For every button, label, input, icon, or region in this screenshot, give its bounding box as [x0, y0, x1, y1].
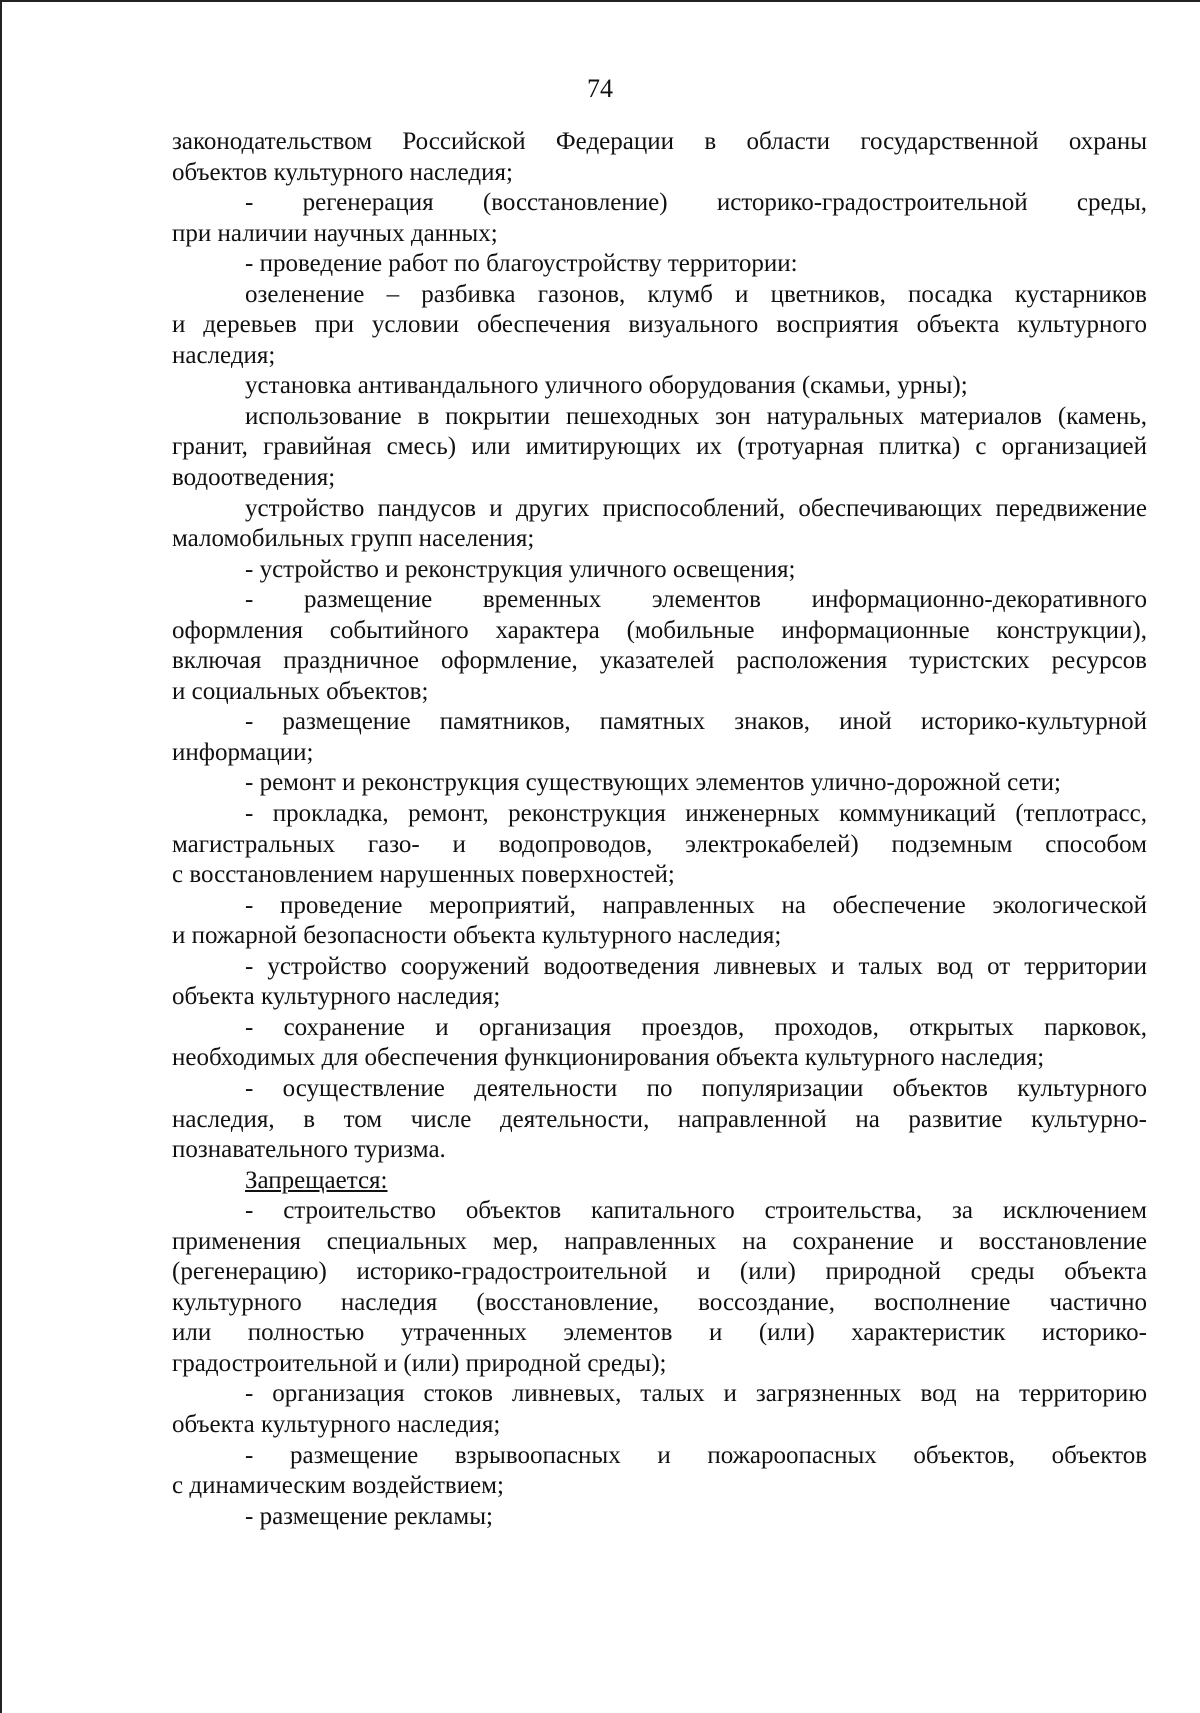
text-line-content: установка антивандального уличного оборудования (скамьи, урны);	[245, 372, 968, 400]
text-line-content: включая праздничное оформление, указателей расположения туристских ресурсов	[172, 647, 1147, 675]
text-line-content: - проведение мероприятий, направленных на обеспечение экологической	[245, 891, 1147, 919]
text-line	[172, 1349, 1147, 1380]
text-line	[172, 768, 1147, 799]
text-line	[172, 952, 1147, 983]
text-line-content: - строительство объектов капитального строительства, за исключением	[245, 1197, 1147, 1225]
text-line-content: и пожарной безопасности объекта культурного наследия;	[172, 922, 782, 950]
text-line	[172, 494, 1147, 525]
text-line	[172, 707, 1147, 738]
text-line-content: объекта культурного наследия;	[172, 1410, 501, 1438]
text-line-content: познавательного туризма.	[172, 1136, 446, 1164]
text-line	[172, 921, 1147, 952]
text-line-content: объекта культурного наследия;	[172, 983, 501, 1011]
text-line-content: - сохранение и организация проездов, проходов, открытых парковок,	[245, 1013, 1147, 1041]
text-line	[172, 1502, 1147, 1533]
text-line	[172, 402, 1147, 433]
text-line	[172, 1257, 1147, 1288]
text-line-content: магистральных газо- и водопроводов, электрокабелей) подземным способом	[172, 830, 1147, 858]
text-line	[172, 463, 1147, 494]
text-line-content: градостроительной и (или) природной среды);	[172, 1349, 667, 1377]
text-line-content: информации;	[172, 738, 314, 766]
text-line-content: - размещение временных элементов информационно-декоративного	[245, 586, 1147, 614]
text-line	[172, 127, 1147, 158]
text-line-content: или полностью утраченных элементов и (или) характеристик историко-	[172, 1319, 1147, 1347]
text-line	[172, 341, 1147, 372]
text-line	[172, 524, 1147, 555]
text-line	[172, 1379, 1147, 1410]
text-line-content: и деревьев при условии обеспечения визуального восприятия объекта культурного	[172, 311, 1147, 339]
text-line-content: использование в покрытии пешеходных зон натуральных материалов (камень,	[245, 402, 1147, 430]
text-line-content: - прокладка, ремонт, реконструкция инженерных коммуникаций (теплотрасс,	[245, 800, 1147, 828]
text-line-content: - размещение рекламы;	[245, 1502, 493, 1530]
text-line	[172, 1135, 1147, 1166]
text-line	[172, 1196, 1147, 1227]
text-line-content: - проведение работ по благоустройству территории:	[245, 250, 798, 278]
text-line-content: оформления событийного характера (мобильные информационные конструкции),	[172, 616, 1147, 644]
text-line-content: устройство пандусов и других приспособлений, обеспечивающих передвижение	[245, 494, 1147, 522]
text-line-content: культурного наследия (восстановление, воссоздание, восполнение частично	[172, 1288, 1147, 1316]
text-line	[172, 738, 1147, 769]
scan-border-left	[0, 0, 2, 1713]
text-line-content: озеленение – разбивка газонов, клумб и цветников, посадка кустарников	[245, 280, 1147, 308]
text-line-content: (регенерацию) историко-градостроительной и (или) природной среды объекта	[172, 1258, 1147, 1286]
text-line	[172, 585, 1147, 616]
text-line-content: - регенерация (восстановление) историко-градостроительной среды,	[245, 189, 1147, 217]
text-line	[172, 555, 1147, 586]
text-line	[172, 1471, 1147, 1502]
scan-border-top	[0, 0, 1200, 2]
text-line	[172, 1318, 1147, 1349]
text-line-content: с динамическим воздействием;	[172, 1472, 504, 1500]
text-line	[172, 371, 1147, 402]
text-line	[172, 891, 1147, 922]
text-line-content: маломобильных групп населения;	[172, 525, 535, 553]
text-line	[172, 1410, 1147, 1441]
text-line	[172, 310, 1147, 341]
text-line	[172, 1105, 1147, 1136]
text-line-content: с восстановлением нарушенных поверхностей;	[172, 861, 675, 889]
text-line	[172, 158, 1147, 189]
text-line	[172, 982, 1147, 1013]
text-line	[172, 1288, 1147, 1319]
text-line	[172, 616, 1147, 647]
text-line-content: объектов культурного наследия;	[172, 158, 513, 186]
text-line	[172, 280, 1147, 311]
text-line-content: - размещение взрывоопасных и пожароопасных объектов, объектов	[245, 1441, 1147, 1469]
text-line-content: гранит, гравийная смесь) или имитирующих их (тротуарная плитка) с организацией	[172, 433, 1147, 461]
text-line	[172, 219, 1147, 250]
text-line-content: - организация стоков ливневых, талых и загрязненных вод на территорию	[245, 1380, 1147, 1408]
text-line-content: необходимых для обеспечения функционирования объекта культурного наследия;	[172, 1044, 1045, 1072]
text-line	[172, 1013, 1147, 1044]
text-line-content: - устройство сооружений водоотведения ливневых и талых вод от территории	[245, 952, 1147, 980]
text-line	[172, 860, 1147, 891]
text-line-content: применения специальных мер, направленных на сохранение и восстановление	[172, 1227, 1147, 1255]
text-line	[172, 830, 1147, 861]
text-line-content: - размещение памятников, памятных знаков, иной историко-культурной	[245, 708, 1147, 736]
text-line-content: законодательством Российской Федерации в области государственной охраны	[172, 128, 1147, 155]
text-line	[172, 1441, 1147, 1472]
body-text	[172, 127, 1147, 1532]
text-line-content: водоотведения;	[172, 464, 336, 492]
text-line-content: при наличии научных данных;	[172, 219, 498, 247]
text-line-content: - ремонт и реконструкция существующих элементов улично-дорожной сети;	[245, 769, 1061, 797]
text-line-content: наследия;	[172, 341, 276, 369]
text-line	[172, 1074, 1147, 1105]
text-line	[172, 249, 1147, 280]
text-line	[172, 1227, 1147, 1258]
text-line-content: - осуществление деятельности по популяризации объектов культурного	[245, 1074, 1147, 1102]
text-line-content: наследия, в том числе деятельности, направленной на развитие культурно-	[172, 1105, 1147, 1133]
text-line	[172, 799, 1147, 830]
text-line	[172, 677, 1147, 708]
text-line-content: и социальных объектов;	[172, 677, 429, 705]
text-line-content: Запрещается:	[245, 1166, 388, 1194]
text-line	[172, 188, 1147, 219]
section-heading	[172, 1166, 1147, 1197]
text-line	[172, 646, 1147, 677]
text-line	[172, 1043, 1147, 1074]
page-number: 74	[587, 74, 613, 103]
text-line-content: - устройство и реконструкция уличного освещения;	[245, 555, 796, 583]
text-line	[172, 432, 1147, 463]
